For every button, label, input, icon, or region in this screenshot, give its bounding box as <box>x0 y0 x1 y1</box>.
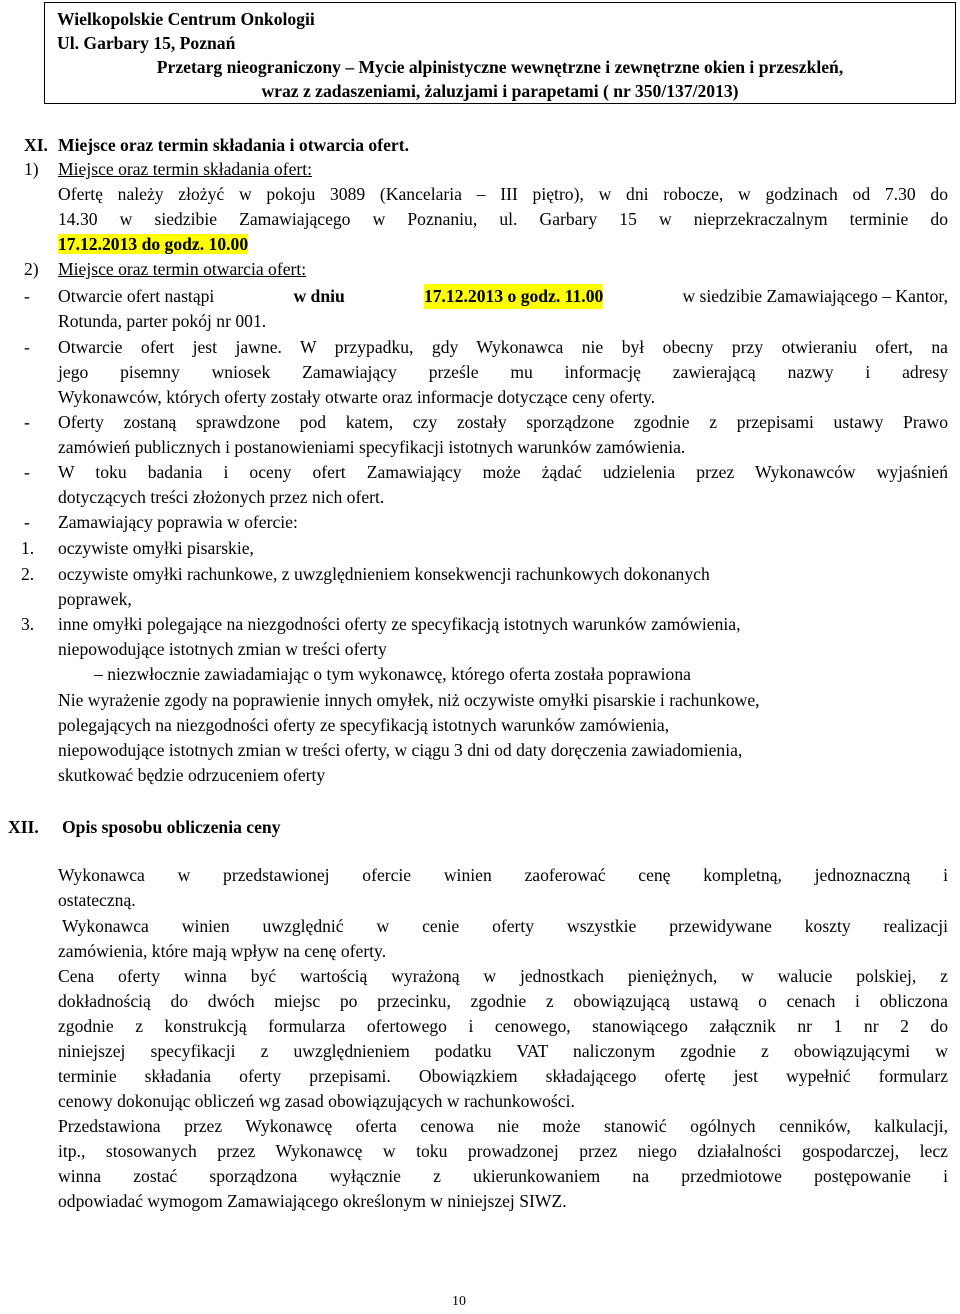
section-xi-number: XI. <box>24 135 48 155</box>
point-1-text-line2: 14.30 w siedzibie Zamawiającego w Poznaniu, ul. Garbary 15 w nieprzekraczalnym terminie do <box>58 209 948 229</box>
point-2-label: 2) <box>24 259 39 279</box>
price-para-3-line3: zgodnie z konstrukcją formularza ofertowego i cenowego, stanowiącego załącznik nr 1 nr 2 do <box>58 1016 948 1036</box>
price-para-4-line4: odpowiadać wymogom Zamawiającego określonym w niniejszej SIWZ. <box>58 1191 567 1211</box>
refusal-paragraph-line3: niepowodujące istotnych zmian w treści oferty, w ciągu 3 dni od daty doręczenia zawiadomienia, <box>58 740 743 760</box>
point-1-heading: Miejsce oraz termin składania ofert: <box>58 159 313 179</box>
point-1-label: 1) <box>24 159 39 179</box>
refusal-paragraph-line4: skutkować będzie odrzuceniem oferty <box>58 765 326 785</box>
opening-item-5-line1: Zamawiający poprawia w ofercie: <box>58 512 298 532</box>
tender-title-line1: Przetarg nieograniczony – Mycie alpinistyczne wewnętrzne i zewnętrzne okien i przeszkleń, <box>156 57 844 77</box>
opening-item-3-dash: - <box>24 412 30 432</box>
submission-deadline-text: 17.12.2013 do godz. 10.00 <box>58 234 249 254</box>
correction-3-line1: inne omyłki polegające na niezgodności oferty ze specyfikacją istotnych warunków zamówienia, <box>58 614 741 634</box>
correction-3-line3: – niezwłocznie zawiadamiając o tym wykonawcę, którego oferta została poprawiona <box>94 664 691 684</box>
correction-2-line2: poprawek, <box>58 589 132 609</box>
correction-1-text: oczywiste omyłki pisarskie, <box>58 538 254 558</box>
price-para-3-line1: Cena oferty winna być wartością wyrażoną w jednostkach pieniężnych, w walucie polskiej, z <box>58 966 948 986</box>
opening-item-3-line1: Oferty zostaną sprawdzone pod katem, czy zostały sporządzone zgodnie z przepisami ustawy Prawo <box>58 412 948 432</box>
correction-2-line1: oczywiste omyłki rachunkowe, z uwzględnieniem konsekwencji rachunkowych dokonanych <box>58 564 710 584</box>
price-para-4-line3: winna zostać sporządzona wyłącznie z ukierunkowaniem na przedmiotowe postępowanie i <box>58 1166 948 1186</box>
opening-item-2-dash: - <box>24 337 30 357</box>
opening-date: 17.12.2013 o godz. 11.00 <box>424 284 603 309</box>
section-xii-title: Opis sposobu obliczenia ceny <box>62 817 281 837</box>
correction-3-line2: niepowodujące istotnych zmian w treści oferty <box>58 639 387 659</box>
price-para-3-line4: niniejszej specyfikacji z uwzględnieniem podatku VAT naliczonym zgodnie z obowiązującymi w <box>58 1041 948 1061</box>
correction-3-label: 3. <box>21 614 35 634</box>
institution-address: Ul. Garbary 15, Poznań <box>57 33 236 53</box>
opening-item-5-dash: - <box>24 512 30 532</box>
price-para-1-line1: Wykonawca w przedstawionej ofercie winien zaoferować cenę kompletną, jednoznaczną i <box>58 865 948 885</box>
section-xi-title: Miejsce oraz termin składania i otwarcia ofert. <box>58 135 409 155</box>
price-para-3-line5: terminie składania oferty przepisami. Obowiązkiem składającego ofertę jest wypełnić formularz <box>58 1066 948 1086</box>
opening-item-1-line2: Rotunda, parter pokój nr 001. <box>58 311 267 331</box>
opening-item-4-dash: - <box>24 462 30 482</box>
price-para-3-line2: dokładnością do dwóch miejsc po przecinku, zgodnie z obowiązującą ustawą o cenach i obliczona <box>58 991 948 1011</box>
correction-2-label: 2. <box>21 564 35 584</box>
tender-title-line2: wraz z zadaszeniami, żaluzjami i parapetami ( nr 350/137/2013) <box>261 81 739 101</box>
opening-item-4-line2: dotyczących treści złożonych przez nich ofert. <box>58 487 385 507</box>
point-1-text-line1: Ofertę należy złożyć w pokoju 3089 (Kancelaria – III piętro), w dni robocze, w godzinach od 7.30 do <box>58 184 948 204</box>
price-para-4-line2: itp., stosowanych przez Wykonawcę w toku prowadzonej przez niego działalności gospodarczej, lecz <box>58 1141 948 1161</box>
opening-item-1-line1 <box>58 284 948 309</box>
price-para-1-line2: ostateczną. <box>58 890 136 910</box>
correction-1-label: 1. <box>21 538 35 558</box>
document-header <box>44 2 956 104</box>
institution-name: Wielkopolskie Centrum Onkologii <box>57 9 315 29</box>
opening-text: Otwarcie ofert nastąpi <box>58 286 215 306</box>
price-para-4-line1: Przedstawiona przez Wykonawcę oferta cenowa nie może stanowić ogólnych cenników, kalkulacji, <box>58 1116 948 1136</box>
opening-date-prefix: w dniu <box>293 286 345 306</box>
opening-item-2-line2: jego pisemny wniosek Zamawiający prześle mu informację zawierającą nazwy i adresy <box>58 362 948 382</box>
refusal-paragraph-line1: Nie wyrażenie zgody na poprawienie innych omyłek, niż oczywiste omyłki pisarskie i rachunkowe, <box>58 690 760 710</box>
price-para-2-line2: zamówienia, które mają wpływ na cenę oferty. <box>58 941 387 961</box>
opening-location: w siedzibie Zamawiającego – Kantor, <box>682 286 948 306</box>
submission-deadline <box>58 232 248 257</box>
section-xii-number: XII. <box>8 817 39 837</box>
point-2-heading: Miejsce oraz termin otwarcia ofert: <box>58 259 307 279</box>
price-para-2-line1: Wykonawca winien uwzględnić w cenie oferty wszystkie przewidywane koszty realizacji <box>62 916 948 936</box>
price-para-3-line6: cenowy dokonując obliczeń wg zasad obowiązujących w rachunkowości. <box>58 1091 575 1111</box>
refusal-paragraph-line2: polegających na niezgodności oferty ze specyfikacją istotnych warunków zamówienia, <box>58 715 670 735</box>
opening-item-4-line1: W toku badania i oceny ofert Zamawiający może żądać udzielenia przez Wykonawców wyjaśnień <box>58 462 948 482</box>
page-number: 10 <box>452 1294 466 1309</box>
opening-item-1-dash: - <box>24 286 30 306</box>
opening-item-3-line2: zamówień publicznych i postanowieniami specyfikacji istotnych warunków zamówienia. <box>58 437 686 457</box>
opening-item-2-line3: Wykonawców, których oferty zostały otwarte oraz informacje dotyczące ceny oferty. <box>58 387 656 407</box>
opening-item-2-line1: Otwarcie ofert jest jawne. W przypadku, gdy Wykonawca nie był obecny przy otwieraniu ofert, na <box>58 337 948 357</box>
